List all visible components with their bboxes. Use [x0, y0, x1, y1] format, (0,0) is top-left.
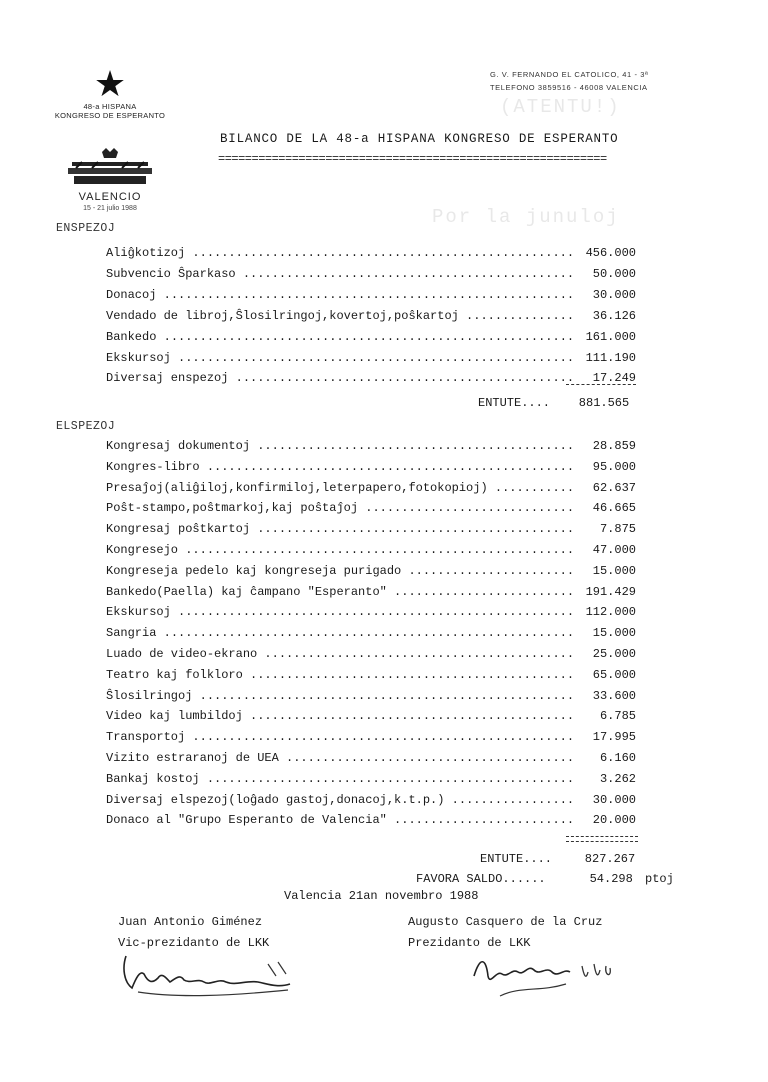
ledger-row-amount: 30.000 [590, 790, 636, 811]
ledger-row-amount: 30.000 [590, 285, 636, 306]
ledger-row-label: Transportoj ..... [106, 727, 576, 748]
ledger-row-label: Sangria ..... [106, 623, 576, 644]
balance-value: 54.298 [589, 872, 633, 886]
ledger-row-amount: 191.429 [583, 582, 636, 603]
ledger-row-label: Diversaj enspezoj ..... [106, 368, 576, 389]
ledger-row-label: Video kaj lumbildoj ..... [106, 706, 576, 727]
ledger-row [106, 264, 636, 285]
signatory-name: Augusto Casquero de la Cruz [408, 915, 603, 929]
ledger-row [106, 478, 636, 499]
ledger-row-amount: 47.000 [590, 540, 636, 561]
ledger-row [106, 644, 636, 665]
ledger-row-label: Donaco al "Grupo Esperanto de Valencia" ..... [106, 810, 576, 831]
ledger-row [106, 790, 636, 811]
ledger-row-amount: 17.249 [590, 368, 636, 389]
city-crest-icon [62, 148, 158, 186]
ledger-row-amount: 46.665 [590, 498, 636, 519]
ledger-row [106, 457, 636, 478]
ledger-row-label: Poŝt-stampo,poŝtmarkoj,kaj poŝtaĵoj ..... [106, 498, 576, 519]
ledger-row-amount: 6.160 [597, 748, 636, 769]
ledger-row-label: Subvencio Ŝparkaso ..... [106, 264, 576, 285]
ledger-row-amount: 28.859 [590, 436, 636, 457]
ledger-row-label: Donacoj ..... [106, 285, 576, 306]
income-heading: ENSPEZOJ [56, 222, 116, 235]
ledger-row-label: Ŝlosilringoj ..... [106, 686, 576, 707]
ledger-row-amount: 20.000 [590, 810, 636, 831]
ledger-row-amount: 36.126 [590, 306, 636, 327]
ledger-row-label: Kongresaj poŝtkartoj ..... [106, 519, 576, 540]
address-line: TELEFONO 3859516 - 46008 VALENCIA [490, 83, 648, 92]
emblem-city: VALENCIO [78, 191, 142, 203]
expenses-total [480, 852, 635, 866]
ledger-row-amount: 7.875 [597, 519, 636, 540]
valencia-emblem [58, 148, 162, 213]
ledger-row-amount: 6.785 [597, 706, 636, 727]
ledger-row-amount: 15.000 [590, 561, 636, 582]
ledger-row-label: Vendado de libroj,Ŝlosilringoj,kovertoj,poŝkartoj ..... [106, 306, 576, 327]
place-date: Valencia 21an novembro 1988 [284, 889, 479, 903]
ledger-row-label: Teatro kaj folkloro ..... [106, 665, 576, 686]
ledger-row-label: Presaĵoj(aliĝiloj,konfirmiloj,leterpapero,fotokopioj) ..... [106, 478, 576, 499]
ledger-row-label: Aliĝkotizoj ..... [106, 243, 576, 264]
signatory-role: Prezidanto de LKK [408, 936, 531, 950]
congress-logo [50, 64, 170, 120]
ledger-row-amount: 15.000 [590, 623, 636, 644]
ledger-row [106, 540, 636, 561]
ledger-row-label: Vizito estraranoj de UEA ..... [106, 748, 576, 769]
subtotal-rule [566, 841, 638, 842]
ledger-row [106, 686, 636, 707]
ledger-row-amount: 161.000 [583, 327, 636, 348]
ledger-row [106, 727, 636, 748]
ledger-row-label: Bankedo(Paella) kaj ĉampano "Esperanto" ..... [106, 582, 576, 603]
ledger-row [106, 306, 636, 327]
ledger-row [106, 665, 636, 686]
ledger-row-label: Kongres-libro ..... [106, 457, 576, 478]
ledger-row [106, 285, 636, 306]
title-underline: ========================================================== [218, 152, 607, 166]
total-value: 827.267 [584, 852, 636, 866]
ledger-row-label: Bankedo ..... [106, 327, 576, 348]
ledger-row-amount: 65.000 [590, 665, 636, 686]
ledger-row-label: Kongresaj dokumentoj ..... [106, 436, 576, 457]
ledger-row [106, 769, 636, 790]
income-total [478, 396, 629, 410]
ledger-row-label: Ekskursoj ..... [106, 602, 576, 623]
total-label: ENTUTE.... [480, 852, 553, 866]
letterhead-address [490, 68, 648, 94]
ledger-row-label: Bankaj kostoj ..... [106, 769, 576, 790]
bleed-through-text: Por la junuloj [432, 206, 620, 228]
ledger-row-amount: 17.995 [590, 727, 636, 748]
ledger-row [106, 498, 636, 519]
ledger-row-amount: 33.600 [590, 686, 636, 707]
ledger-row [106, 810, 636, 831]
currency-unit: ptoj [645, 872, 674, 886]
ledger-row-amount: 50.000 [590, 264, 636, 285]
ledger-row [106, 623, 636, 644]
ledger-row-label: Luado de video-ekrano ..... [106, 644, 576, 665]
subtotal-rule [566, 836, 638, 837]
balance-line [416, 872, 633, 886]
ledger-row-amount: 62.637 [590, 478, 636, 499]
ledger-row [106, 582, 636, 603]
ledger-row [106, 602, 636, 623]
ledger-row-amount: 25.000 [590, 644, 636, 665]
ledger-row-amount: 111.190 [583, 348, 636, 369]
signature-left [118, 948, 298, 1004]
emblem-date: 15 - 21 julio 1988 [83, 205, 137, 212]
ledger-row-label: Kongreseja pedelo kaj kongreseja purigado ..... [106, 561, 576, 582]
total-value: 881.565 [578, 396, 630, 410]
logo-line: 48-a HISPANA [83, 102, 137, 111]
ledger-row-label: Ekskursoj ..... [106, 348, 576, 369]
total-label: ENTUTE.... [478, 396, 551, 410]
ledger-row [106, 368, 636, 389]
ledger-row [106, 348, 636, 369]
ledger-row [106, 519, 636, 540]
ledger-row-label: Diversaj elspezoj(loĝado gastoj,donacoj,k.t.p.) ..... [106, 790, 576, 811]
subtotal-rule [566, 384, 636, 385]
ledger-row [106, 748, 636, 769]
ledger-row-amount: 456.000 [583, 243, 636, 264]
bleed-through-text: (ATENTU!) [500, 96, 621, 118]
signatory-name: Juan Antonio Giménez [118, 915, 263, 929]
balance-label: FAVORA SALDO...... [416, 872, 546, 886]
document-title: BILANCO DE LA 48-a HISPANA KONGRESO DE ESPERANTO [220, 132, 619, 146]
logo-line: KONGRESO DE ESPERANTO [54, 111, 166, 120]
address-line: G. V. FERNANDO EL CATOLICO, 41 - 3ª [490, 70, 649, 79]
signatory-role: Vic-prezidanto de LKK [118, 936, 270, 950]
ledger-row-amount: 3.262 [597, 769, 636, 790]
ledger-row [106, 327, 636, 348]
ledger-row [106, 706, 636, 727]
ledger-row-amount: 112.000 [583, 602, 636, 623]
ledger-row [106, 243, 636, 264]
ledger-row-label: Kongresejo ..... [106, 540, 576, 561]
ledger-row [106, 561, 636, 582]
ledger-row-amount: 95.000 [590, 457, 636, 478]
signature-right [470, 946, 620, 1002]
ledger-row [106, 436, 636, 457]
star-icon: ★ [93, 64, 127, 105]
expenses-heading: ELSPEZOJ [56, 420, 116, 433]
